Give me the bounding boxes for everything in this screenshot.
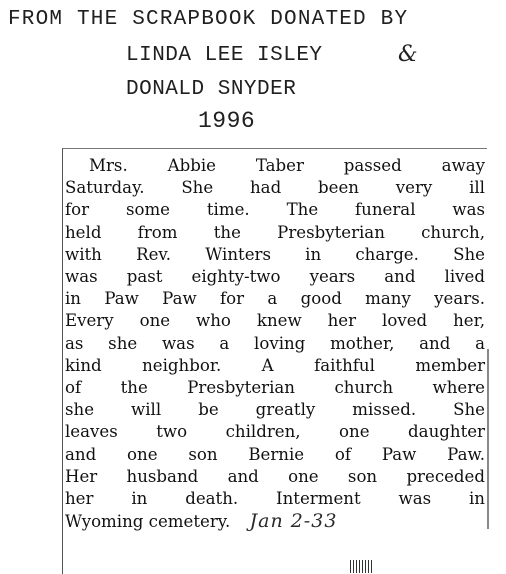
handwritten-ampersand: &: [398, 42, 419, 67]
article-line: and one son Bernie of Paw Paw.: [65, 444, 485, 464]
article-last-line: [65, 510, 485, 533]
scan-artifact: [350, 560, 372, 573]
article-line: Mrs. Abbie Taber passed away: [89, 156, 485, 175]
article-line: Every one who knew her loved her,: [65, 311, 485, 331]
article-line: of the Presbyterian church where: [65, 378, 485, 398]
newspaper-clipping: [62, 148, 487, 574]
article-line: with Rev. Winters in charge. She: [65, 244, 485, 264]
article-line: leaves two children, one daughter: [65, 422, 485, 442]
clipping-edge: [487, 349, 489, 529]
article-line: Saturday. She had been very ill: [65, 178, 485, 198]
obituary-text: [65, 155, 485, 533]
article-line: as she was a loving mother, and a: [65, 333, 485, 353]
article-line: held from the Presbyterian church,: [65, 222, 485, 242]
article-line: in Paw Paw for a good many years.: [65, 289, 485, 309]
handwritten-date: Jan 2-33: [249, 510, 338, 533]
scrapbook-header-line1: FROM THE SCRAPBOOK DONATED BY: [8, 8, 409, 31]
article-line: her in death. Interment was in: [65, 489, 485, 509]
article-line: Her husband and one son preceded: [65, 466, 485, 486]
article-line: kind neighbor. A faithful member: [65, 355, 485, 375]
article-line: for some time. The funeral was: [65, 200, 485, 220]
article-line: she will be greatly missed. She: [65, 400, 485, 420]
scrapbook-header-year: 1996: [198, 108, 256, 134]
article-line: was past eighty-two years and lived: [65, 267, 485, 287]
scrapbook-header-donor2: DONALD SNYDER: [126, 78, 297, 101]
article-line: Wyoming cemetery.: [65, 512, 231, 532]
scrapbook-header-donor1: LINDA LEE ISLEY: [126, 44, 323, 67]
